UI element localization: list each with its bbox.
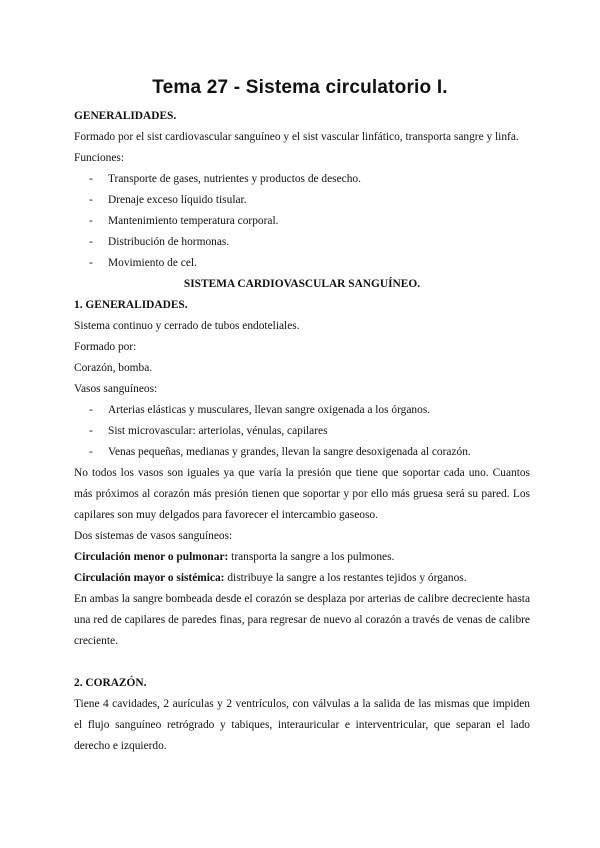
list-item-text: Mantenimiento temperatura corporal. xyxy=(108,215,279,227)
section-heading-generalidades: GENERALIDADES. xyxy=(74,110,177,122)
dash-bullet: - xyxy=(89,425,93,437)
subsection-heading-generalidades: 1. GENERALIDADES. xyxy=(74,299,188,311)
dash-bullet: - xyxy=(89,194,93,206)
dash-bullet: - xyxy=(89,215,93,227)
paragraph-ambas: En ambas la sangre bombeada desde el corazón se desplaza por arterias de calibre decreciente hasta una red de capilares de paredes finas, para regresar de nuevo al corazón a través de venas de calibre creciente. xyxy=(74,593,530,647)
list-item xyxy=(74,169,530,190)
formado-label: Formado por: xyxy=(74,341,137,353)
circulacion-mayor xyxy=(74,568,530,589)
circulacion-menor-text: transporta la sangre a los pulmones. xyxy=(228,551,395,563)
list-item xyxy=(74,400,530,421)
list-item-text: Sist microvascular: arteriolas, vénulas, capilares xyxy=(108,425,328,437)
paragraph-corazon: Tiene 4 cavidades, 2 aurículas y 2 ventrículos, con válvulas a la salida de las mismas que impiden el flujo sanguíneo retrógrado y tabiques, interauricular e interventricular, que separan el lado derecho e izquierdo. xyxy=(74,698,530,752)
list-item xyxy=(74,442,530,463)
list-item xyxy=(74,190,530,211)
circulacion-mayor-text: distribuye la sangre a los restantes tejidos y órganos. xyxy=(224,572,467,584)
list-item-text: Venas pequeñas, medianas y grandes, llevan la sangre desoxigenada al corazón. xyxy=(108,446,471,458)
circulacion-mayor-label: Circulación mayor o sistémica: xyxy=(74,572,225,584)
circulacion-menor-label: Circulación menor o pulmonar: xyxy=(74,551,229,563)
section-heading-corazon: 2. CORAZÓN. xyxy=(74,677,147,689)
paragraph-line: Sistema continuo y cerrado de tubos endoteliales. xyxy=(74,320,300,332)
dash-bullet: - xyxy=(89,404,93,416)
list-item-text: Distribución de hormonas. xyxy=(108,236,230,248)
list-item-text: Movimiento de cel. xyxy=(108,257,197,269)
dash-bullet: - xyxy=(89,173,93,185)
list-item xyxy=(74,421,530,442)
circulacion-menor xyxy=(74,547,530,568)
dash-bullet: - xyxy=(89,446,93,458)
funciones-list xyxy=(74,169,530,274)
funciones-label: Funciones: xyxy=(74,152,124,164)
spacer xyxy=(74,652,530,673)
list-item-text: Arterias elásticas y musculares, llevan sangre oxigenada a los órganos. xyxy=(108,404,431,416)
list-item xyxy=(74,253,530,274)
vasos-list xyxy=(74,400,530,463)
list-item xyxy=(74,232,530,253)
dash-bullet: - xyxy=(89,236,93,248)
list-item-text: Transporte de gases, nutrientes y productos de desecho. xyxy=(108,173,361,185)
corazon-line: Corazón, bomba. xyxy=(74,362,153,374)
list-item-text: Drenaje exceso líquido tisular. xyxy=(108,194,247,206)
document-body xyxy=(74,106,530,757)
dash-bullet: - xyxy=(89,257,93,269)
page-title: Tema 27 - Sistema circulatorio I. xyxy=(152,77,448,98)
section-heading-sistema: SISTEMA CARDIOVASCULAR SANGUÍNEO. xyxy=(183,278,421,290)
vasos-label: Vasos sanguíneos: xyxy=(74,383,158,395)
dos-sistemas-line: Dos sistemas de vasos sanguíneos: xyxy=(74,530,233,542)
paragraph-intro: Formado por el sist cardiovascular sanguíneo y el sist vascular linfático, transporta sangre y linfa. xyxy=(74,131,519,143)
list-item xyxy=(74,211,530,232)
paragraph-presion: No todos los vasos son iguales ya que varía la presión que tiene que soportar cada uno. Cuantos más próximos al corazón más presión tienen que soportar y por ello más gruesa será su pared. Los capilares son muy delgados para favorecer el intercambio gaseoso. xyxy=(74,467,530,521)
